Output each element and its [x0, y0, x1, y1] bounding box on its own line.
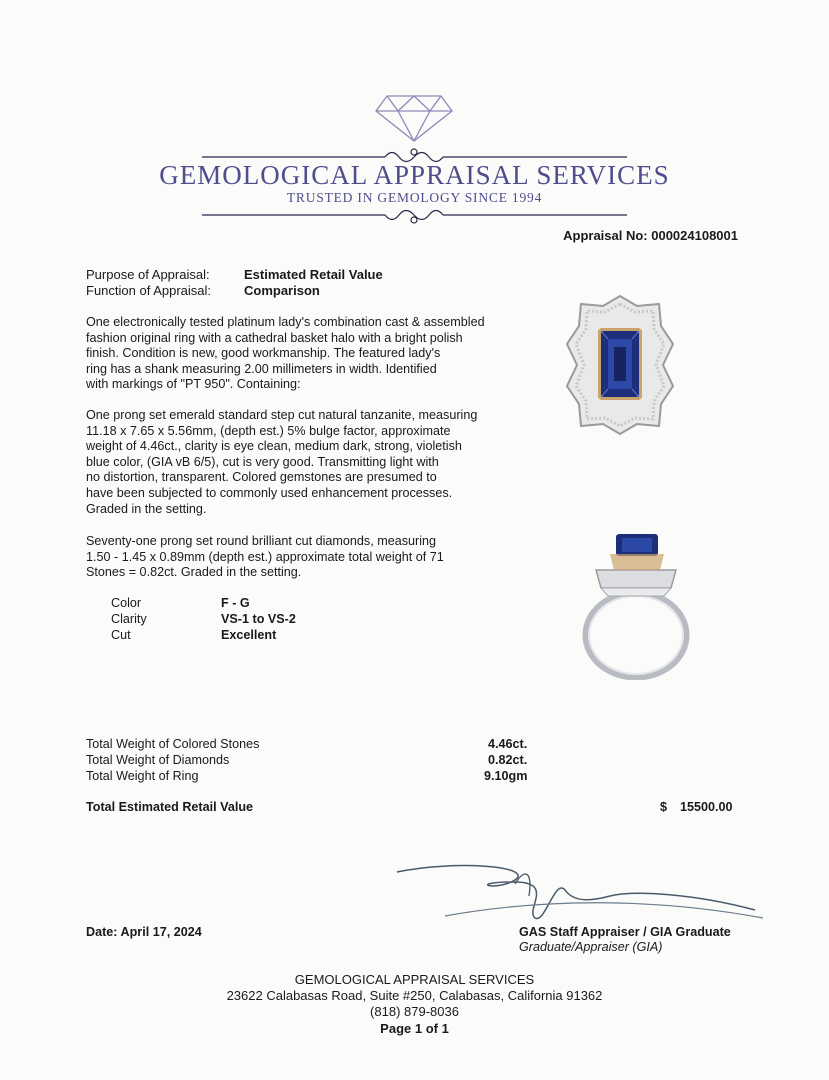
tanzanite-line: blue color, (GIA vB 6/5), cut is very good. Transmitting light with	[86, 454, 439, 469]
appraiser-title: GAS Staff Appraiser / GIA Graduate	[519, 925, 731, 939]
description-line: with markings of "PT 950". Containing:	[86, 377, 301, 392]
tanzanite-line: Graded in the setting.	[86, 501, 207, 516]
diamond-line: Seventy-one prong set round brilliant cut diamonds, measuring	[86, 534, 437, 548]
retail-value-label: Total Estimated Retail Value	[86, 800, 254, 814]
tanzanite-line: One prong set emerald standard step cut natural tanzanite, measuring	[86, 408, 478, 422]
purpose-value: Estimated Retail Value	[244, 267, 383, 282]
bottom-divider	[202, 211, 627, 224]
tanzanite-line: have been subjected to commonly used enhancement processes.	[86, 485, 453, 500]
diamond-line: Stones = 0.82ct. Graded in the setting.	[86, 565, 302, 580]
grade-value-clarity: VS-1 to VS-2	[221, 612, 296, 626]
total-diamonds-value: 0.82ct.	[488, 753, 528, 767]
appraiser-subtitle: Graduate/Appraiser (GIA)	[519, 940, 663, 954]
appraisal-number: Appraisal No: 000024108001	[563, 228, 738, 243]
total-diamonds-label: Total Weight of Diamonds	[86, 753, 230, 767]
footer-company: GEMOLOGICAL APPRAISAL SERVICES	[294, 972, 535, 987]
grade-label-cut: Cut	[111, 628, 131, 642]
diamond-icon	[376, 96, 452, 141]
ring-description	[86, 315, 526, 393]
tanzanite-line: weight of 4.46ct., clarity is eye clean, medium dark, strong, violetish	[86, 439, 462, 454]
tanzanite-line: 11.18 x 7.65 x 5.56mm, (depth est.) 5% bulge factor, approximate	[86, 423, 451, 438]
footer-address: 23622 Calabasas Road, Suite #250, Calabasas, California 91362	[226, 988, 603, 1003]
appraisal-date: Date: April 17, 2024	[86, 925, 202, 939]
grade-value-cut: Excellent	[221, 628, 277, 642]
ring-top-view-image	[565, 292, 675, 438]
ring-side-view-image	[576, 530, 696, 680]
retail-amount: 15500.00	[680, 800, 733, 814]
description-line: ring has a shank measuring 2.00 millimeters in width. Identified	[86, 361, 437, 376]
company-name: GEMOLOGICAL APPRAISAL SERVICES	[159, 160, 670, 190]
grade-value-color: F - G	[221, 596, 250, 610]
diamond-line: 1.50 - 1.45 x 0.89mm (depth est.) approximate total weight of 71	[86, 549, 444, 564]
description-line: One electronically tested platinum lady's combination cast & assembled	[86, 315, 485, 329]
function-label: Function of Appraisal:	[86, 283, 212, 298]
description-line: finish. Condition is new, good workmanship. The featured lady's	[86, 346, 441, 361]
grade-label-color: Color	[111, 596, 142, 610]
tagline: TRUSTED IN GEMOLOGY SINCE 1994	[286, 190, 543, 205]
tanzanite-description	[86, 408, 526, 517]
page-number: Page 1 of 1	[380, 1021, 449, 1036]
tanzanite-line: no distortion, transparent. Colored gemstones are presumed to	[86, 470, 437, 485]
total-ring-value: 9.10gm	[484, 769, 528, 783]
purpose-label: Purpose of Appraisal:	[86, 267, 210, 282]
total-ring-label: Total Weight of Ring	[86, 769, 199, 783]
footer-phone: (818) 879-8036	[370, 1004, 459, 1019]
total-colored-value: 4.46ct.	[488, 737, 528, 751]
total-colored-label: Total Weight of Colored Stones	[86, 737, 260, 751]
retail-currency: $	[660, 800, 668, 814]
signature-image	[395, 860, 765, 930]
grade-label-clarity: Clarity	[111, 612, 147, 626]
description-line: fashion original ring with a cathedral basket halo with a bright polish	[86, 330, 463, 345]
diamond-description	[86, 534, 526, 581]
function-value: Comparison	[244, 283, 320, 298]
